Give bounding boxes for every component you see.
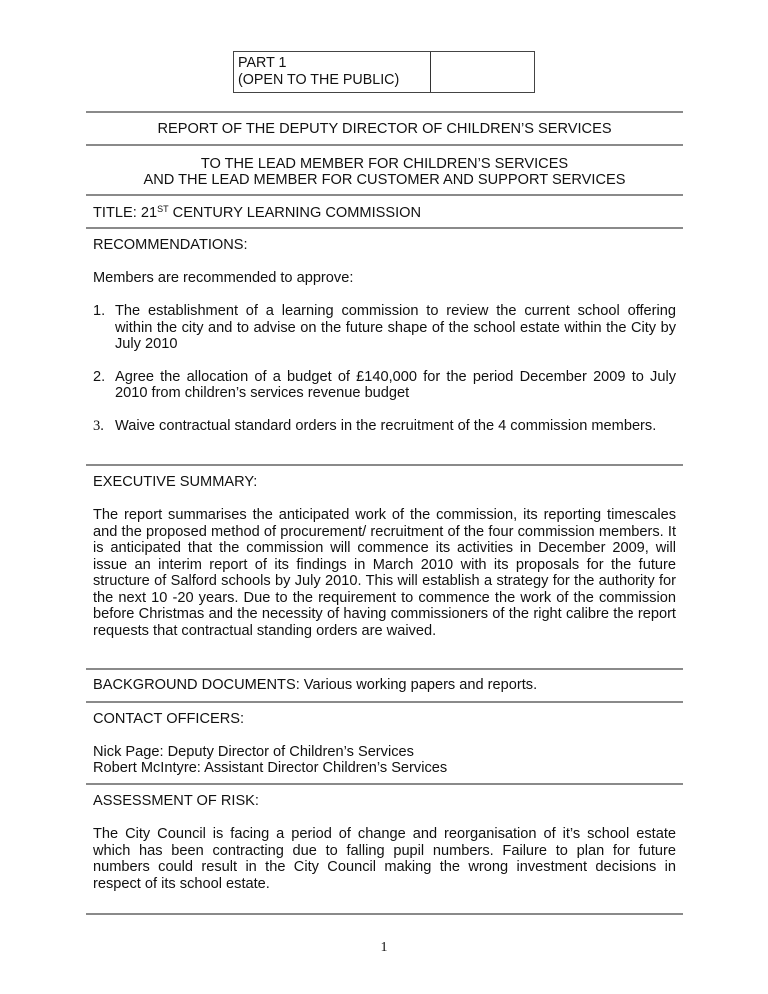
document-title xyxy=(93,205,676,222)
title-superscript: ST xyxy=(157,204,169,214)
contact-officers-heading: CONTACT OFFICERS: xyxy=(93,711,245,727)
divider xyxy=(86,144,683,146)
executive-summary-heading: EXECUTIVE SUMMARY: xyxy=(93,474,258,490)
divider xyxy=(86,668,683,670)
recommendations-intro: Members are recommended to approve: xyxy=(93,270,354,286)
title-label: TITLE: 21 xyxy=(93,205,158,221)
page-number: 1 xyxy=(380,940,388,955)
item-text: Waive contractual standard orders in the recruitment of the 4 commission members. xyxy=(115,417,657,434)
item-number: 3. xyxy=(93,417,104,434)
title-rest: CENTURY LEARNING COMMISSION xyxy=(168,205,422,221)
item-number: 2. xyxy=(93,368,106,385)
divider xyxy=(86,913,683,915)
report-of-heading: REPORT OF THE DEPUTY DIRECTOR OF CHILDREN’S SERVICES xyxy=(157,121,612,137)
part-classification-box xyxy=(233,51,535,93)
contact-officer: Nick Page: Deputy Director of Children’s Services xyxy=(93,744,414,760)
empty-cell xyxy=(431,52,534,92)
public-access-label: (OPEN TO THE PUBLIC) xyxy=(238,72,400,88)
item-number: 1. xyxy=(93,303,106,319)
divider xyxy=(86,701,683,703)
recommendation-item xyxy=(93,303,676,353)
executive-summary-body: The report summarises the anticipated work of the commission, its reporting timescales and the proposed method of procurement/ recruitment of the four commission members. It is anticipated that the commission will commence its activities in December 2009, will issue an interim report of its findings in March 2010 with its proposals for the future structure of Salford schools by July 2010. This will establish a strategy for the authority for the next 10 -20 years. Due to the requirement to commence the work of the commission before Christmas and the necessity of having commissioners of the right calibre the report requests that contractual standing orders are waived. xyxy=(93,507,676,639)
background-documents: BACKGROUND DOCUMENTS: Various working papers and reports. xyxy=(93,677,538,693)
recommendations-heading: RECOMMENDATIONS: xyxy=(93,237,248,253)
assessment-of-risk-body: The City Council is facing a period of change and reorganisation of it’s school estate which has been contracting due to falling pupil numbers. Failure to plan for future numbers could result in the City Council making the wrong investment decisions in respect of its school estate. xyxy=(93,826,676,892)
assessment-of-risk-heading: ASSESSMENT OF RISK: xyxy=(93,793,259,809)
divider xyxy=(86,227,683,229)
item-text: The establishment of a learning commission to review the current school offering within the city and to advise on the future shape of the school estate within the City by July 2010 xyxy=(115,303,676,352)
divider xyxy=(86,111,683,113)
part-label: PART 1 xyxy=(238,55,287,71)
to-line-2: AND THE LEAD MEMBER FOR CUSTOMER AND SUPPORT SERVICES xyxy=(143,172,626,188)
part-classification-cell xyxy=(234,52,431,92)
recommendation-item xyxy=(93,418,676,435)
divider xyxy=(86,464,683,466)
divider xyxy=(86,783,683,785)
divider xyxy=(86,194,683,196)
to-line-1: TO THE LEAD MEMBER FOR CHILDREN’S SERVICES xyxy=(200,156,569,172)
contact-officer: Robert McIntyre: Assistant Director Children’s Services xyxy=(93,760,448,776)
item-text: Agree the allocation of a budget of £140,000 for the period December 2009 to July 2010 from children’s services revenue budget xyxy=(115,368,676,401)
recommendation-item xyxy=(93,369,676,402)
recommendations-list xyxy=(93,303,676,450)
